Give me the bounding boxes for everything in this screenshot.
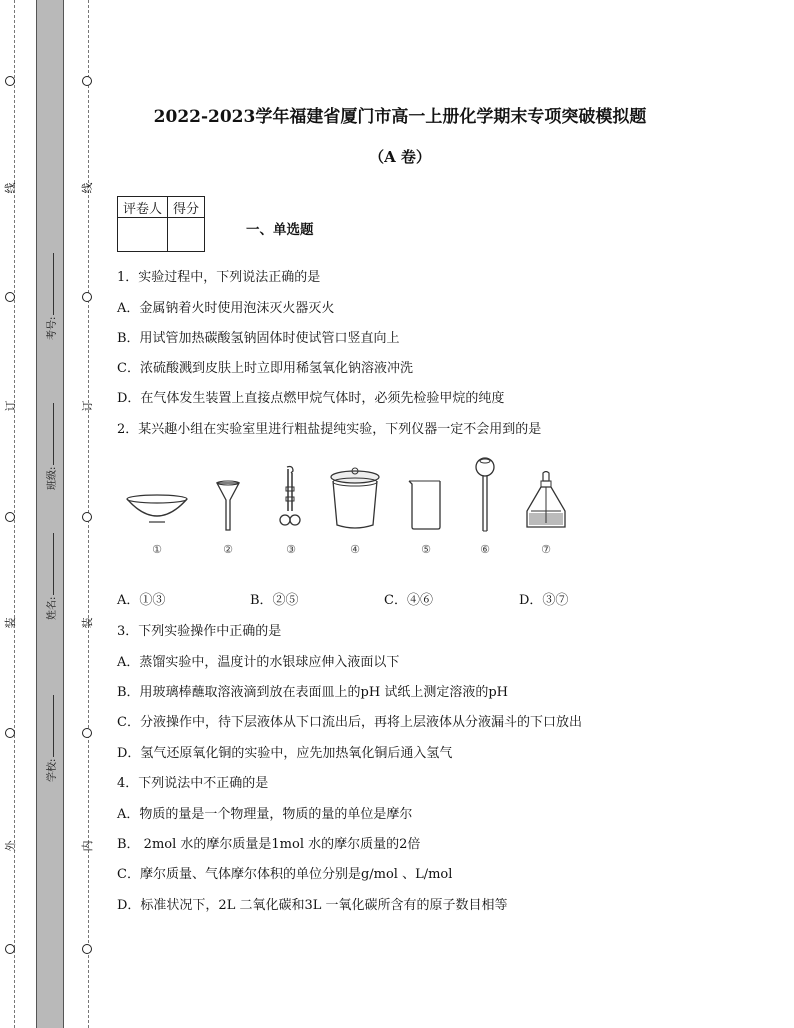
grader-cell[interactable] — [118, 218, 168, 252]
binding-hole — [82, 944, 92, 954]
option-c: C．分液操作中，待下层液体从下口流出后，再将上层液体从分液漏斗的下口放出 — [117, 715, 582, 730]
option-d: D．标准状况下，2L 二氧化碳和3L 一氧化碳所含有的原子数目相等 — [117, 898, 508, 913]
score-cell[interactable] — [168, 218, 205, 252]
name-field[interactable] — [43, 533, 58, 620]
option-a: A．金属钠着火时使用泡沫灭火器灭火 — [117, 301, 335, 316]
beaker-icon — [407, 477, 445, 535]
crucible-with-lid-icon — [329, 467, 381, 535]
question-stem: 2．某兴趣小组在实验室里进行粗盐提纯实验，下列仪器一定不会用到的是 — [117, 422, 542, 437]
round-bottom-flask-icon — [473, 457, 497, 537]
option-b: B． 2mol 水的摩尔质量是1mol 水的摩尔质量的2倍 — [117, 837, 421, 852]
apparatus-label: ③ — [286, 543, 296, 556]
option-a: A．①③ — [117, 593, 166, 608]
apparatus-label: ⑤ — [421, 543, 431, 556]
school-field[interactable] — [43, 695, 58, 782]
binding-hole — [82, 76, 92, 86]
binding-char: 外 — [4, 840, 17, 852]
question-stem: 4．下列说法中不正确的是 — [117, 776, 269, 791]
field-label: 学校: — [47, 758, 58, 782]
binding-char: 订 — [81, 400, 94, 412]
field-label: 班级: — [47, 466, 58, 490]
page-title: 2022-2023学年福建省厦门市高一上册化学期末专项突破模拟题 — [153, 107, 647, 127]
binding-hole — [5, 944, 15, 954]
binding-hole — [5, 292, 15, 302]
option-d: D．氢气还原氧化铜的实验中，应先加热氧化铜后通入氢气 — [117, 746, 453, 761]
apparatus-label: ⑥ — [480, 543, 490, 556]
page-subtitle: （A 卷） — [369, 148, 431, 166]
binding-char: 线 — [81, 182, 94, 194]
alcohol-lamp-icon — [523, 471, 569, 535]
option-d: D．在气体发生装置上直接点燃甲烷气体时，必须先检验甲烷的纯度 — [117, 391, 505, 406]
binding-bar — [36, 0, 64, 1028]
option-c: C．浓硫酸溅到皮肤上时立即用稀氢氧化钠溶液冲洗 — [117, 361, 413, 376]
apparatus-label: ④ — [350, 543, 360, 556]
field-label: 姓名: — [47, 596, 58, 620]
option-a: A．蒸馏实验中，温度计的水银球应伸入液面以下 — [117, 655, 400, 670]
option-c: C．摩尔质量、气体摩尔体积的单位分别是g/mol 、L/mol — [117, 867, 453, 882]
binding-hole — [82, 512, 92, 522]
option-b: B．用试管加热碳酸氢钠固体时使试管口竖直向上 — [117, 331, 400, 346]
binding-char: 订 — [4, 400, 17, 412]
option-a: A．物质的量是一个物理量，物质的量的单位是摩尔 — [117, 807, 413, 822]
binding-hole — [5, 512, 15, 522]
crucible-tongs-icon — [279, 465, 301, 535]
apparatus-label: ⑦ — [541, 543, 551, 556]
score-header: 得分 — [168, 197, 205, 218]
option-c: C．④⑥ — [384, 593, 433, 608]
class-field[interactable] — [43, 403, 58, 490]
binding-char: 内 — [81, 840, 94, 852]
grader-header: 评卷人 — [118, 197, 168, 218]
question-stem: 1．实验过程中，下列说法正确的是 — [117, 270, 321, 285]
binding-hole — [82, 292, 92, 302]
binding-hole — [82, 728, 92, 738]
apparatus-label: ① — [152, 543, 162, 556]
binding-char: 装 — [81, 617, 94, 629]
apparatus-figure — [117, 455, 597, 560]
exam-number-field[interactable] — [43, 253, 58, 340]
binding-char: 装 — [4, 617, 17, 629]
option-b: B．②⑤ — [250, 593, 299, 608]
field-label: 考号: — [47, 316, 58, 340]
funnel-icon — [215, 480, 241, 536]
binding-char: 线 — [4, 182, 17, 194]
apparatus-label: ② — [223, 543, 233, 556]
binding-hole — [5, 76, 15, 86]
evaporating-dish-icon — [125, 493, 189, 531]
section-title: 一、单选题 — [246, 222, 314, 238]
score-table — [117, 196, 205, 252]
option-d: D．③⑦ — [519, 593, 569, 608]
question-stem: 3．下列实验操作中正确的是 — [117, 624, 282, 639]
binding-hole — [5, 728, 15, 738]
option-b: B．用玻璃棒蘸取溶液滴到放在表面皿上的pH 试纸上测定溶液的pH — [117, 685, 509, 700]
